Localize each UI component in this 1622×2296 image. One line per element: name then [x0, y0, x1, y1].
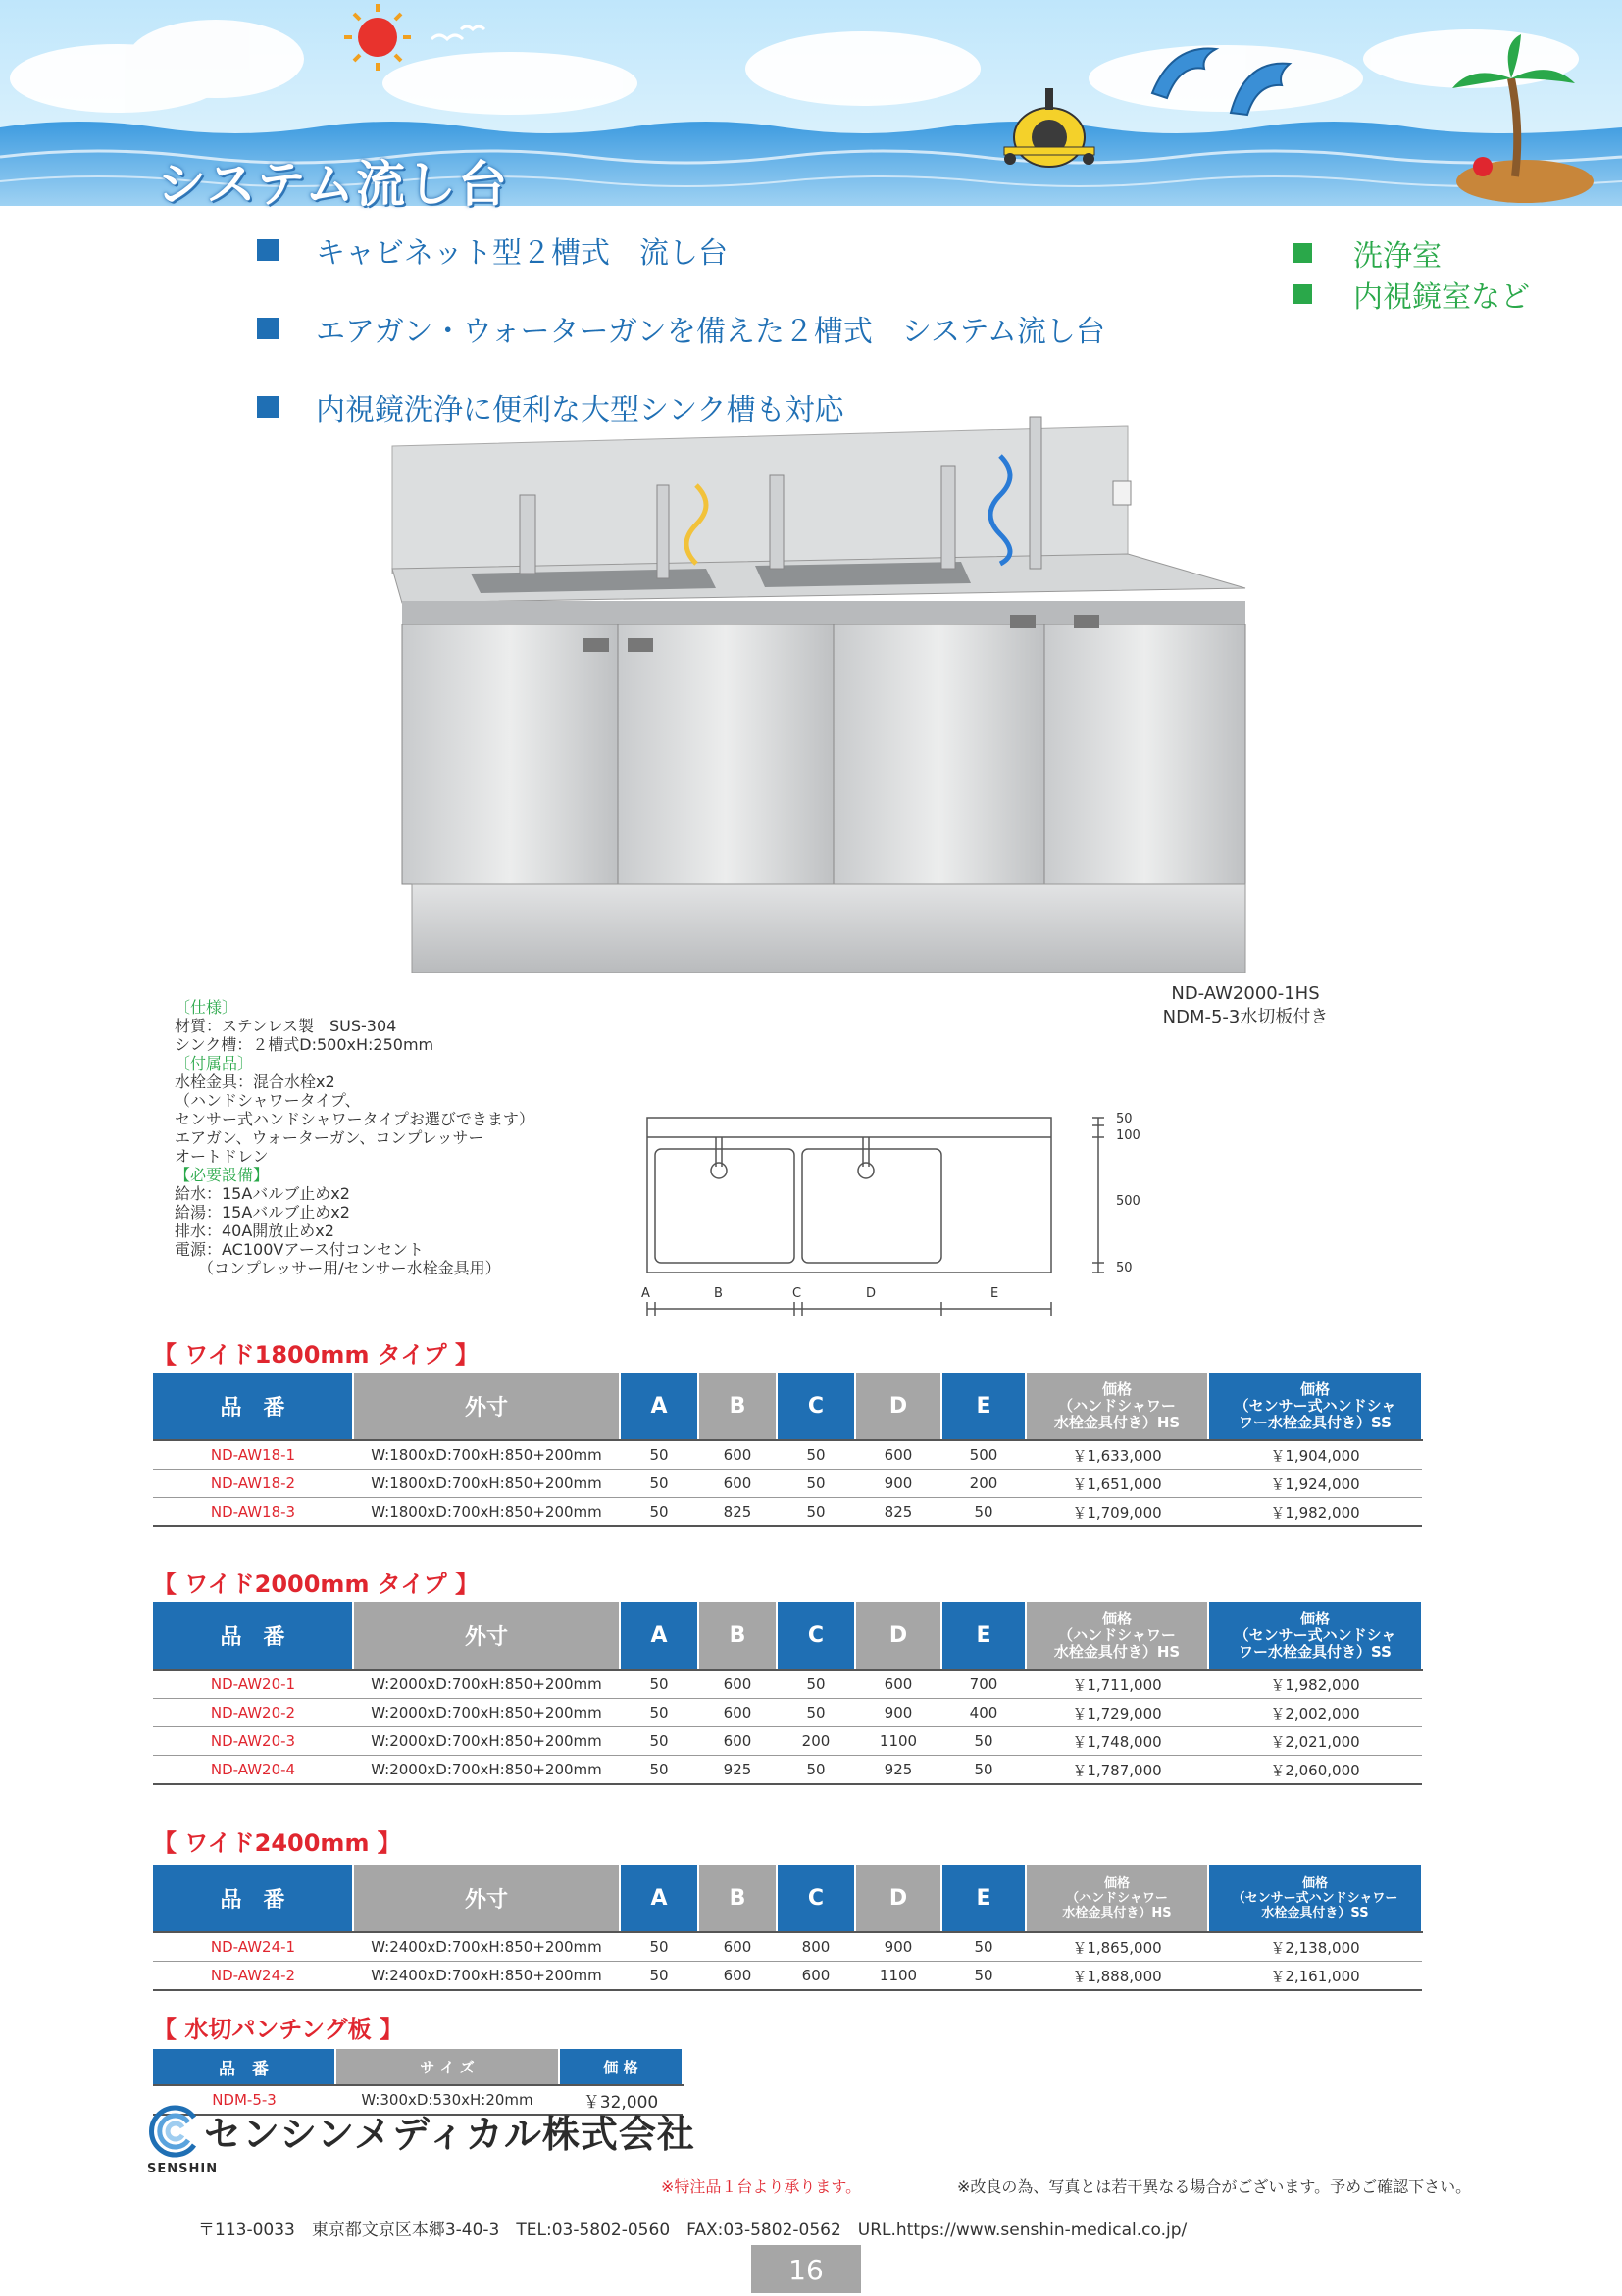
- table-row: [153, 1699, 1422, 1727]
- dim-label: 50: [1116, 1261, 1133, 1275]
- header-part: 品 番: [153, 1602, 353, 1670]
- table-cell: ￥1,982,000: [1208, 1498, 1422, 1527]
- spec-line: 給湯：15Aバルブ止めx2: [175, 1203, 350, 1222]
- table-cell: W:2400xD:700xH:850+200mm: [353, 1932, 620, 1962]
- header-e: E: [941, 1373, 1026, 1440]
- header-price-ss: 価格 （センサー式ハンドシャ ワー水栓金具付き）SS: [1208, 1373, 1422, 1440]
- header-size: 外寸: [353, 1865, 620, 1932]
- dim-label: D: [866, 1286, 877, 1301]
- spec-line: センサー式ハンドシャワータイプお選びできます）: [175, 1110, 534, 1128]
- product-photo: [382, 387, 1255, 975]
- section-title-2000: 【 ワイド2000mm タイプ 】: [153, 1571, 479, 1598]
- table-cell: 400: [941, 1699, 1026, 1727]
- table-cell: ￥1,748,000: [1026, 1727, 1208, 1756]
- table-cell: ￥1,982,000: [1208, 1670, 1422, 1699]
- part-number: ND-AW18-3: [153, 1498, 353, 1527]
- table-cell: 1100: [855, 1727, 941, 1756]
- price-table-2400: [153, 1865, 1423, 1991]
- square-bullet-icon: [257, 239, 279, 261]
- table-cell: 700: [941, 1670, 1026, 1699]
- table-cell: 900: [855, 1932, 941, 1962]
- table-row: [153, 1470, 1422, 1498]
- header-e: E: [941, 1602, 1026, 1670]
- application-bullet-1: 洗浄室: [1293, 231, 1442, 275]
- table-cell: 600: [698, 1962, 777, 1991]
- square-bullet-icon: [1293, 284, 1312, 304]
- table-cell: 925: [698, 1756, 777, 1785]
- table-cell: ￥1,729,000: [1026, 1699, 1208, 1727]
- spec-line: （ハンドシャワータイプ、: [175, 1091, 361, 1110]
- table-cell: ￥1,904,000: [1208, 1440, 1422, 1470]
- table-row: [153, 1727, 1422, 1756]
- feature-bullet-1: キャビネット型２槽式 流し台: [257, 228, 728, 272]
- header-b: B: [698, 1602, 777, 1670]
- table-row: [153, 1932, 1422, 1962]
- table-cell: ￥1,888,000: [1026, 1962, 1208, 1991]
- table-cell: 50: [777, 1699, 855, 1727]
- table-cell: 800: [777, 1932, 855, 1962]
- table-cell: W:2400xD:700xH:850+200mm: [353, 1962, 620, 1991]
- table-cell: 600: [698, 1670, 777, 1699]
- spec-line: 電源：AC100Vアース付コンセント: [175, 1240, 425, 1259]
- square-bullet-icon: [257, 396, 279, 418]
- table-cell: 900: [855, 1470, 941, 1498]
- header-part: 品 番: [153, 1373, 353, 1440]
- table-cell: 50: [941, 1727, 1026, 1756]
- square-bullet-icon: [257, 318, 279, 339]
- table-cell: 50: [620, 1699, 698, 1727]
- header-d: D: [855, 1602, 941, 1670]
- table-cell: ￥1,711,000: [1026, 1670, 1208, 1699]
- table-cell: ￥1,633,000: [1026, 1440, 1208, 1470]
- table-cell: ￥1,924,000: [1208, 1470, 1422, 1498]
- table-cell: ￥1,651,000: [1026, 1470, 1208, 1498]
- spec-line: シンク槽：２槽式D:500xH:250mm: [175, 1035, 434, 1054]
- header-price-ss: 価格 （センサー式ハンドシャ ワー水栓金具付き）SS: [1208, 1602, 1422, 1670]
- table-cell: 50: [941, 1498, 1026, 1527]
- table-cell: 50: [620, 1440, 698, 1470]
- table-cell: W:2000xD:700xH:850+200mm: [353, 1670, 620, 1699]
- table-cell: 50: [777, 1498, 855, 1527]
- table-cell: 50: [777, 1440, 855, 1470]
- spec-line: 給水：15Aバルブ止めx2: [175, 1184, 350, 1203]
- disclaimer-note: ※改良の為、写真とは若干異なる場合がございます。予めご確認下さい。: [957, 2177, 1472, 2196]
- table-cell: 50: [777, 1670, 855, 1699]
- page-number: 16: [751, 2245, 861, 2293]
- table-cell: ￥2,021,000: [1208, 1727, 1422, 1756]
- table-cell: 600: [698, 1932, 777, 1962]
- dim-label: 500: [1116, 1194, 1140, 1209]
- table-cell: W:1800xD:700xH:850+200mm: [353, 1498, 620, 1527]
- table-cell: ￥1,709,000: [1026, 1498, 1208, 1527]
- header-b: B: [698, 1865, 777, 1932]
- part-number: ND-AW18-1: [153, 1440, 353, 1470]
- section-title-1800: 【 ワイド1800mm タイプ 】: [153, 1341, 479, 1369]
- table-cell: ￥2,161,000: [1208, 1962, 1422, 1991]
- table-cell: 600: [855, 1670, 941, 1699]
- table-cell: 50: [620, 1470, 698, 1498]
- table-cell: 50: [620, 1932, 698, 1962]
- header-price-ss: 価格 （センサー式ハンドシャワー 水栓金具付き）SS: [1208, 1865, 1422, 1932]
- spec-heading: 〔付属品〕: [175, 1054, 254, 1073]
- part-number: ND-AW20-3: [153, 1727, 353, 1756]
- feature-bullet-2: エアガン・ウォーターガンを備えた２槽式 システム流し台: [257, 307, 1105, 350]
- spec-list: [175, 998, 626, 1277]
- table-cell: 600: [855, 1440, 941, 1470]
- table-cell: 200: [777, 1727, 855, 1756]
- spec-heading: 〔仕様〕: [175, 998, 238, 1017]
- table-cell: ￥2,002,000: [1208, 1699, 1422, 1727]
- company-logo-icon: [147, 2104, 202, 2159]
- company-name: センシンメディカル株式会社: [204, 2113, 695, 2156]
- table-cell: 600: [777, 1962, 855, 1991]
- table-row: NDM-5-3 W:300xD:530xH:20mm ￥32,000: [153, 2085, 683, 2115]
- header-a: A: [620, 1602, 698, 1670]
- table-cell: 50: [941, 1756, 1026, 1785]
- table-cell: 600: [698, 1470, 777, 1498]
- photo-caption: ND-AW2000-1HS NDM-5-3水切板付き: [1162, 983, 1329, 1027]
- technical-drawing: [637, 1108, 1187, 1323]
- spec-line: （コンプレッサー用/センサー水栓金具用）: [175, 1259, 501, 1277]
- header-c: C: [777, 1373, 855, 1440]
- spec-line: 排水：40A開放止めx2: [175, 1222, 334, 1240]
- dim-label: C: [792, 1286, 802, 1301]
- table-cell: 50: [941, 1932, 1026, 1962]
- table-cell: ￥1,787,000: [1026, 1756, 1208, 1785]
- table-cell: ￥1,865,000: [1026, 1932, 1208, 1962]
- header-b: B: [698, 1373, 777, 1440]
- table-cell: 50: [777, 1470, 855, 1498]
- dim-label: E: [990, 1286, 999, 1301]
- custom-order-note: ※特注品１台より承ります。: [661, 2177, 862, 2196]
- table-cell: 1100: [855, 1962, 941, 1991]
- spec-line: エアガン、ウォーターガン、コンプレッサー: [175, 1128, 484, 1147]
- part-number: ND-AW24-2: [153, 1962, 353, 1991]
- table-cell: W:2000xD:700xH:850+200mm: [353, 1727, 620, 1756]
- table-cell: 600: [698, 1727, 777, 1756]
- part-number: ND-AW20-4: [153, 1756, 353, 1785]
- price-table-1800: [153, 1373, 1423, 1527]
- company-address: 〒113-0033 東京都文京区本郷3-40-3 TEL:03-5802-0560 FAX:03-5802-0562 URL.https://www.senshin-medical.co.jp/: [198, 2221, 1188, 2240]
- table-cell: 600: [698, 1699, 777, 1727]
- table-cell: 825: [855, 1498, 941, 1527]
- table-row: [153, 1670, 1422, 1699]
- table-cell: 500: [941, 1440, 1026, 1470]
- section-title-2400: 【 ワイド2400mm 】: [153, 1829, 401, 1857]
- table-cell: 50: [620, 1962, 698, 1991]
- table-cell: W:2000xD:700xH:850+200mm: [353, 1699, 620, 1727]
- table-cell: 50: [777, 1756, 855, 1785]
- spec-line: 水栓金具：混合水栓x2: [175, 1073, 335, 1091]
- dim-label: 50: [1116, 1112, 1133, 1126]
- table-cell: 50: [620, 1670, 698, 1699]
- section-title-punching: 【 水切パンチング板 】: [153, 2016, 404, 2043]
- table-cell: 50: [620, 1756, 698, 1785]
- part-number: ND-AW20-2: [153, 1699, 353, 1727]
- table-cell: ￥2,060,000: [1208, 1756, 1422, 1785]
- spec-heading: 【必要設備】: [175, 1166, 270, 1184]
- table-cell: 825: [698, 1498, 777, 1527]
- header-size: 外寸: [353, 1373, 620, 1440]
- header-price: 価 格: [559, 2049, 683, 2085]
- dim-label: B: [714, 1286, 723, 1301]
- dim-label: 100: [1116, 1128, 1140, 1143]
- header-a: A: [620, 1373, 698, 1440]
- table-row: [153, 1962, 1422, 1991]
- header-a: A: [620, 1865, 698, 1932]
- page-title: システム流し台: [157, 156, 509, 213]
- table-cell: 50: [620, 1727, 698, 1756]
- header-price-hs: 価格 （ハンドシャワー 水栓金具付き）HS: [1026, 1865, 1208, 1932]
- table-cell: W:1800xD:700xH:850+200mm: [353, 1470, 620, 1498]
- table-cell: 600: [698, 1440, 777, 1470]
- part-number: ND-AW20-1: [153, 1670, 353, 1699]
- header-c: C: [777, 1602, 855, 1670]
- header-size: 外寸: [353, 1602, 620, 1670]
- table-cell: 925: [855, 1756, 941, 1785]
- header-size: サ イ ズ: [335, 2049, 559, 2085]
- table-row: [153, 1756, 1422, 1785]
- dim-label: A: [641, 1286, 650, 1301]
- header-d: D: [855, 1373, 941, 1440]
- part-number: ND-AW24-1: [153, 1932, 353, 1962]
- header-price-hs: 価格 （ハンドシャワー 水栓金具付き）HS: [1026, 1602, 1208, 1670]
- price-table-2000: [153, 1602, 1423, 1785]
- header-price-hs: 価格 （ハンドシャワー 水栓金具付き）HS: [1026, 1373, 1208, 1440]
- company-brand: SENSHIN: [147, 2162, 219, 2176]
- application-bullet-2: 内視鏡室など: [1293, 273, 1530, 316]
- table-cell: W:2000xD:700xH:850+200mm: [353, 1756, 620, 1785]
- table-row: [153, 1498, 1422, 1527]
- table-cell: ￥2,138,000: [1208, 1932, 1422, 1962]
- header-part: 品 番: [153, 1865, 353, 1932]
- square-bullet-icon: [1293, 243, 1312, 263]
- part-number: ND-AW18-2: [153, 1470, 353, 1498]
- spec-line: 材質：ステンレス製 SUS-304: [175, 1017, 397, 1035]
- table-cell: 50: [620, 1498, 698, 1527]
- header-e: E: [941, 1865, 1026, 1932]
- table-cell: 50: [941, 1962, 1026, 1991]
- feature-bullet-3: 内視鏡洗浄に便利な大型シンク槽も対応: [257, 385, 844, 428]
- header-part: 品 番: [153, 2049, 335, 2085]
- spec-line: オートドレン: [175, 1147, 269, 1166]
- table-cell: 900: [855, 1699, 941, 1727]
- table-row: [153, 1440, 1422, 1470]
- table-cell: W:1800xD:700xH:850+200mm: [353, 1440, 620, 1470]
- header-c: C: [777, 1865, 855, 1932]
- header-d: D: [855, 1865, 941, 1932]
- table-cell: 200: [941, 1470, 1026, 1498]
